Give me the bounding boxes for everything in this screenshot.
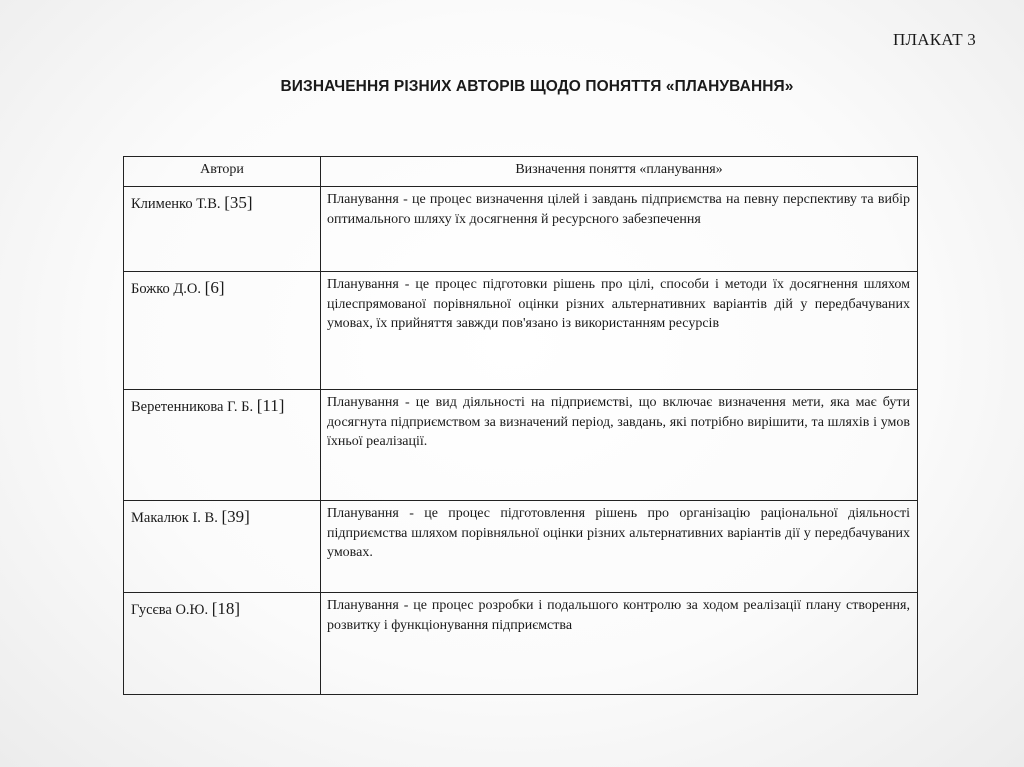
author-cell <box>124 187 321 272</box>
table-row <box>124 272 918 390</box>
definition-cell: Планування - це процес підготовки рішень про цілі, способи і методи їх досягнення шляхом цілеспрямованої порівняльної оцінки різних альтернативних варіантів дій у передбачуваних умовах, їх прийняття завжди пов'язано із використанням ресурсів <box>321 272 918 390</box>
definition-cell: Планування - це процес розробки і подальшого контролю за ходом реалізації плану створення, розвитку і функціонування підприємства <box>321 593 918 695</box>
definition-cell: Планування - це вид діяльності на підприємстві, що включає визначення мети, яка має бути досягнута підприємством за визначений період, завдань, які потрібно вирішити, та шляхів і умов їхньої реалізації. <box>321 390 918 501</box>
author-cell <box>124 501 321 593</box>
poster-label: ПЛАКАТ 3 <box>893 30 976 49</box>
table-row <box>124 187 918 272</box>
definition-cell: Планування - це процес визначення цілей і завдань підприємства на певну перспективу та вибір оптимального шляху їх досягнення й ресурсного забезпечення <box>321 187 918 272</box>
author-cell <box>124 272 321 390</box>
author-reference: [11] <box>256 396 285 415</box>
author-name: Макалюк І. В. <box>131 510 218 526</box>
table-row <box>124 501 918 593</box>
table-header-row <box>124 157 918 187</box>
author-name: Веретенникова Г. Б. <box>131 399 254 415</box>
table-row <box>124 390 918 501</box>
author-name: Гусєва О.Ю. <box>131 602 209 618</box>
author-cell <box>124 390 321 501</box>
header-definition: Визначення поняття «планування» <box>321 157 918 187</box>
definitions-table <box>123 156 918 695</box>
author-name: Клименко Т.В. <box>131 196 221 212</box>
author-reference: [6] <box>204 278 225 297</box>
author-reference: [18] <box>211 599 241 618</box>
author-reference: [39] <box>221 507 250 526</box>
author-cell <box>124 593 321 695</box>
definition-cell: Планування - це процес підготовлення рішень про організацію раціональної діяльності підприємства шляхом порівняльної оцінки різних альтернативних варіантів дії у передбачуваних умовах. <box>321 501 918 593</box>
author-reference: [35] <box>224 193 253 212</box>
author-name: Божко Д.О. <box>131 281 202 297</box>
page-title: ВИЗНАЧЕННЯ РІЗНИХ АВТОРІВ ЩОДО ПОНЯТТЯ «ПЛАНУВАННЯ» <box>280 78 794 95</box>
header-authors: Автори <box>124 157 321 187</box>
table-row <box>124 593 918 695</box>
